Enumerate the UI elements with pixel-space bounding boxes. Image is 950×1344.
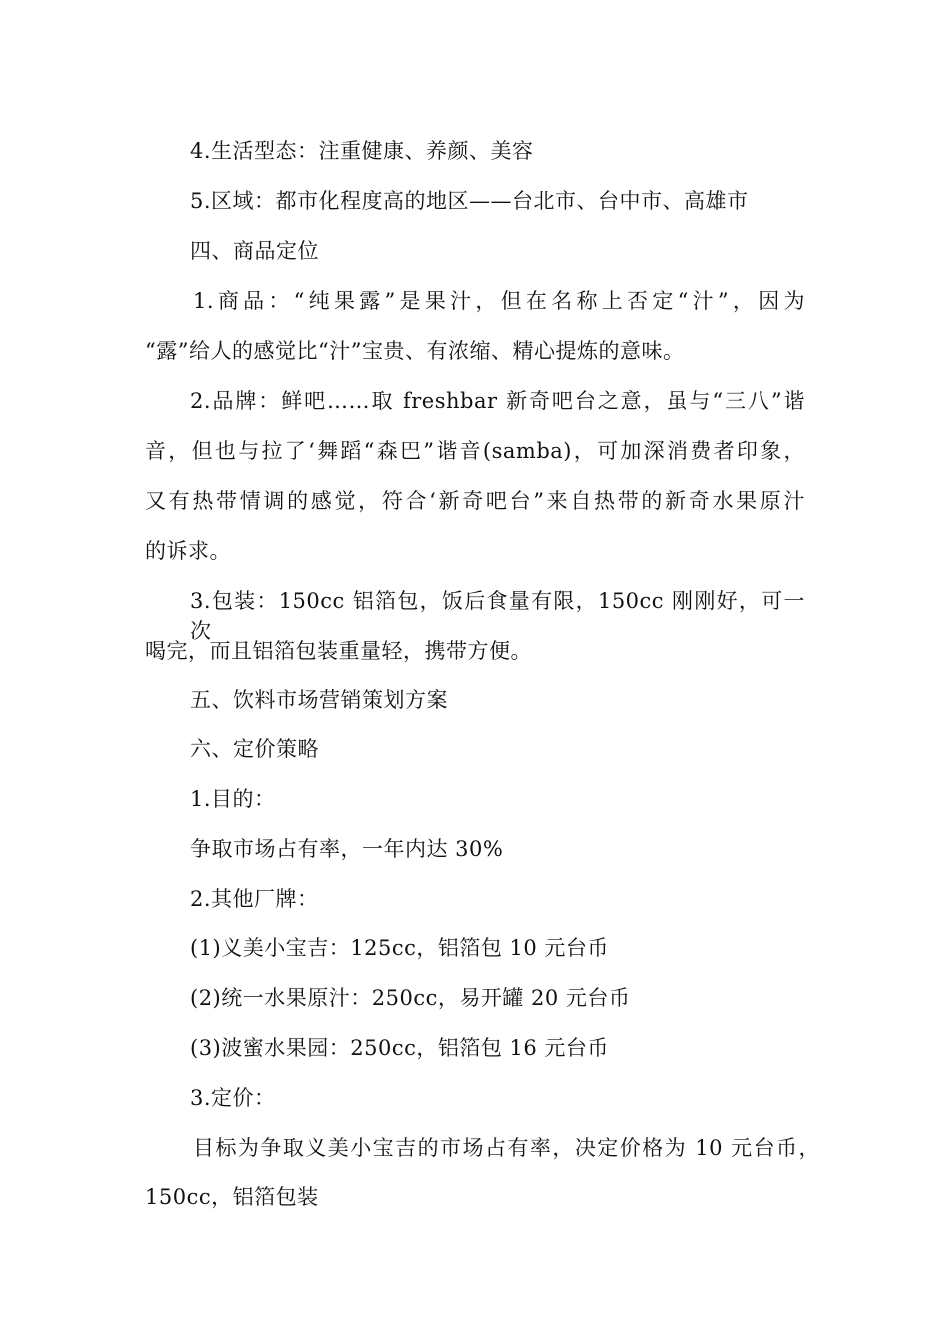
paragraph-line: 2.其他厂牌：: [190, 887, 319, 911]
paragraph-line: 3.包装：150cc 铝箔包，饭后食量有限，150cc 刚刚好，可一次: [190, 589, 805, 643]
section-heading: 六、定价策略: [190, 737, 319, 761]
paragraph-line: 又有热带情调的感觉，符合‘新奇吧台”来自热带的新奇水果原汁: [145, 489, 805, 513]
paragraph-line: “露”给人的感觉比“汁”宝贵、有浓缩、精心提炼的意味。: [145, 339, 685, 363]
paragraph-line: 争取市场占有率，一年内达 30%: [190, 837, 504, 861]
paragraph-line: 150cc，铝箔包装: [145, 1185, 319, 1209]
paragraph-line: 的诉求。: [145, 539, 231, 563]
section-heading: 四、商品定位: [190, 239, 319, 263]
paragraph-line: 喝完，而且铝箔包装重量轻，携带方便。: [145, 639, 532, 663]
list-item: (3)波蜜水果园：250cc，铝箔包 16 元台币: [190, 1036, 609, 1060]
paragraph-line: 5.区域：都市化程度高的地区——台北市、台中市、高雄市: [190, 189, 749, 213]
list-item: (2)统一水果原汁：250cc，易开罐 20 元台币: [190, 986, 631, 1010]
paragraph-line: 1.目的：: [190, 787, 276, 811]
section-heading: 五、饮料市场营销策划方案: [190, 688, 448, 712]
paragraph-line: 4.生活型态：注重健康、养颜、美容: [190, 139, 534, 163]
list-item: (1)义美小宝吉：125cc，铝箔包 10 元台币: [190, 936, 609, 960]
paragraph-line: 1.商品：“纯果露”是果汁，但在名称上否定“汁”，因为: [193, 289, 805, 313]
paragraph-line: 目标为争取义美小宝吉的市场占有率，决定价格为 10 元台币，: [193, 1136, 820, 1160]
paragraph-line: 2.品牌：鲜吧……取 freshbar 新奇吧台之意，虽与“三八”谐: [190, 389, 805, 413]
paragraph-line: 音，但也与拉了‘舞蹈“森巴”谐音(samba)，可加深消费者印象，: [145, 439, 805, 463]
paragraph-line: 3.定价：: [190, 1086, 276, 1110]
